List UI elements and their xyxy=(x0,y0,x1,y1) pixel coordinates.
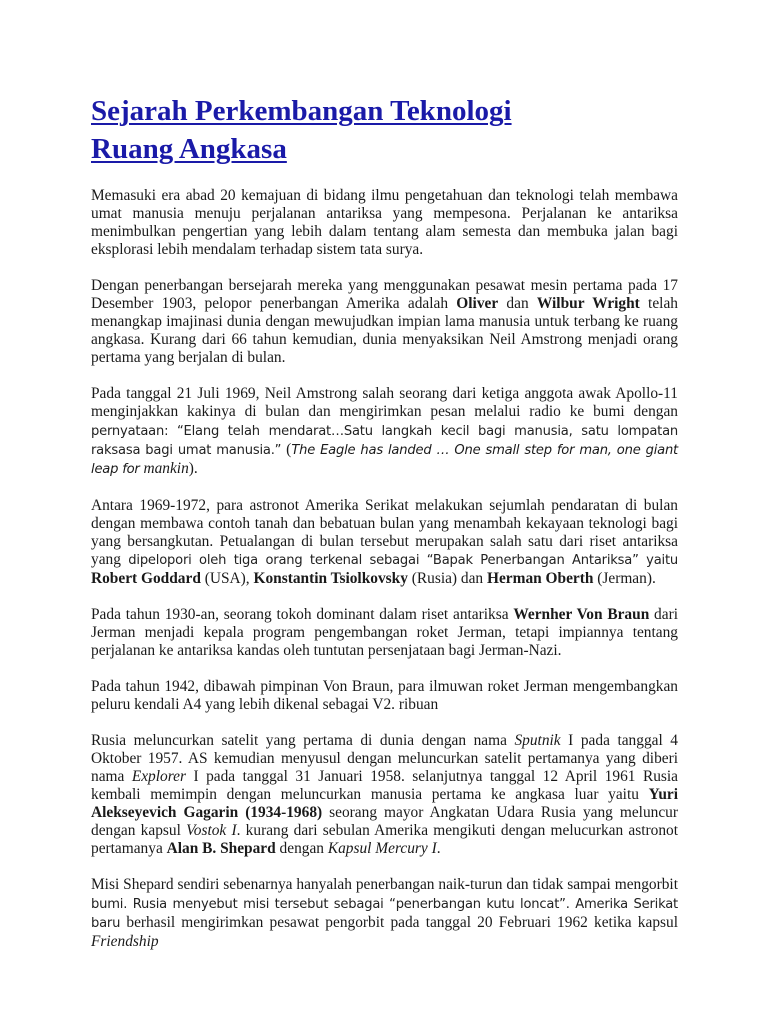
paragraph-satellites: Rusia meluncurkan satelit yang pertama di dunia dengan nama Sputnik I pada tanggal 4 Oktober 1957. AS kemudian menyusul dengan meluncurkan satelit pertamanya yang diberi nama Explorer I pada tanggal 31 Januari 1958. selanjutnya tanggal 12 April 1961 Rusia kembali memimpin dengan meluncurkan manusia pertama ke angkasa luar yaitu Yuri Alekseyevich Gagarin (1934-1968) seorang mayor Angkatan Udara Rusia yang meluncur dengan kapsul Vostok I. kurang dari sebulan Amerika mengikuti dengan melucurkan astronot pertamanya Alan B. Shepard dengan Kapsul Mercury I. xyxy=(91,732,678,858)
name-sputnik: Sputnik xyxy=(514,732,561,750)
paragraph-apollo-11: Pada tanggal 21 Juli 1969, Neil Amstrong salah seorang dari ketiga anggota awak Apollo-11 menginjakkan kakinya di bulan dan mengirimkan pesan melalui radio ke bumi dengan pernyataan: “Elang telah mendarat…Satu langkah kecil bagi manusia, satu lompatan raksasa bagi umat manusia.” (The Eagle has landed … One small step for man, one giant leap for mankin). xyxy=(91,385,678,477)
name-friendship: Friendship xyxy=(91,932,159,950)
paragraph-moon-landings: Antara 1969-1972, para astronot Amerika Serikat melakukan sejumlah pendaratan di bulan dengan membawa contoh tanah dan bebatuan bulan yang menambah kekayaan teknologi bagi yang bersangkutan. Petualangan di bulan tersebut merupakan salah satu dari riset antariksa yang dipelopori oleh tiga orang terkenal sebagai “Bapak Penerbangan Antariksa” yaitu Robert Goddard (USA), Konstantin Tsiolkovsky (Rusia) dan Herman Oberth (Jerman). xyxy=(91,496,678,587)
title-line-1: Sejarah Perkembangan Teknologi xyxy=(91,95,512,127)
document-page xyxy=(91,92,678,969)
paragraph-v2-rocket: Pada tahun 1942, dibawah pimpinan Von Braun, para ilmuwan roket Jerman mengembangkan peluru kendali A4 yang lebih dikenal sebagai V2. ribuan xyxy=(91,678,678,714)
name-kapsul-mercury: Kapsul Mercury I xyxy=(327,840,437,858)
name-herman-oberth: Herman Oberth xyxy=(486,569,594,587)
paragraph-wright-brothers: Dengan penerbangan bersejarah mereka yang menggunakan pesawat mesin pertama pada 17 Desember 1903, pelopor penerbangan Amerika adalah Oliver dan Wilbur Wright telah menangkap imajinasi dunia dengan mewujudkan impian lama manusia untuk terbang ke ruang angkasa. Kurang dari 66 tahun kemudian, dunia menyaksikan Neil Amstrong menjadi orang pertama yang berjalan di bulan. xyxy=(91,277,678,367)
title-line-2: Ruang Angkasa xyxy=(91,133,287,165)
quote-english: The Eagle has landed … One small step for man, one giant leap for xyxy=(91,442,678,477)
name-yuri-gagarin: Yuri Alekseyevich Gagarin (1934-1968) xyxy=(91,786,678,822)
name-konstantin-tsiolkovsky: Konstantin Tsiolkovsky xyxy=(253,569,408,587)
flea-hop-phrase: bumi. Rusia menyebut misi tersebut sebagai “penerbangan kutu loncat”. Amerika Serikat baru xyxy=(91,896,678,931)
pioneers-phrase: dipelopori oleh tiga orang terkenal sebagai “Bapak Penerbangan Antariksa” yaitu xyxy=(128,552,678,568)
paragraph-intro: Memasuki era abad 20 kemajuan di bidang ilmu pengetahuan dan teknologi telah membawa umat manusia menuju perjalanan antariksa yang mempesona. Perjalanan ke antariksa menimbulkan pengertian yang lebih dalam tentang alam semesta dan membuka jalan bagi eksplorasi lebih mendalam terhadap sistem tata surya. xyxy=(91,187,678,259)
name-robert-goddard: Robert Goddard xyxy=(91,569,201,587)
name-oliver: Oliver xyxy=(456,295,499,313)
name-wernher-von-braun: Wernher Von Braun xyxy=(513,605,650,623)
name-vostok: Vostok I xyxy=(186,822,237,840)
name-alan-shepard: Alan B. Shepard xyxy=(166,840,276,858)
name-wilbur-wright: Wilbur Wright xyxy=(536,295,640,313)
name-explorer: Explorer xyxy=(131,768,186,786)
paragraph-shepard-mission: Misi Shepard sendiri sebenarnya hanyalah penerbangan naik-turun dan tidak sampai mengorbit bumi. Rusia menyebut misi tersebut sebagai “penerbangan kutu loncat”. Amerika Serikat baru berhasil mengirimkan pesawat pengorbit pada tanggal 20 Februari 1962 ketika kapsul Friendship xyxy=(91,876,678,950)
paragraph-von-braun: Pada tahun 1930-an, seorang tokoh dominant dalam riset antariksa Wernher Von Braun dari Jerman menjadi kepala program pengembangan roket Jerman, tetapi impiannya tentang perjalanan ke antariksa kandas oleh tuntutan persenjataan bagi Jerman-Nazi. xyxy=(91,605,678,659)
article-title-link[interactable] xyxy=(91,92,678,168)
quote-indonesian: pernyataan: “Elang telah mendarat…Satu langkah kecil bagi manusia, satu lompatan raksasa bagi umat manusia.” xyxy=(91,423,678,458)
